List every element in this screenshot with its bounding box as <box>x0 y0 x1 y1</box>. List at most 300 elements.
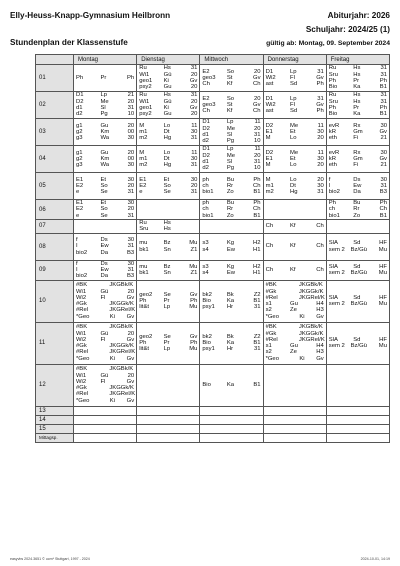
lesson-cell[interactable] <box>74 220 137 234</box>
lesson-entry <box>74 111 136 117</box>
lesson-cell[interactable] <box>137 322 200 364</box>
lesson-subject: f <box>76 260 78 267</box>
lesson-entry <box>264 189 326 195</box>
lesson-cell[interactable] <box>200 65 263 92</box>
lesson-teacher: Km <box>100 128 110 135</box>
lesson-teacher: Pg <box>226 165 235 172</box>
timetable <box>35 54 390 443</box>
lesson-teacher: Lo <box>290 176 297 183</box>
lesson-list <box>200 292 262 311</box>
lesson-cell[interactable] <box>137 173 200 200</box>
lesson-subject: evR <box>328 122 340 129</box>
lesson-room: 11 <box>254 119 261 126</box>
period-row <box>36 322 390 364</box>
lesson-teacher: Hg <box>290 189 298 196</box>
lesson-teacher: Ka <box>353 84 361 91</box>
lesson-teacher: Sd <box>353 240 361 247</box>
lesson-list <box>200 382 262 388</box>
lesson-cell[interactable] <box>263 364 326 406</box>
lesson-room: 30 <box>127 162 135 169</box>
lesson-room: Gv <box>316 101 324 108</box>
lesson-teacher: Pr <box>163 297 170 304</box>
lesson-teacher: Et <box>100 176 107 183</box>
lesson-cell[interactable] <box>326 406 389 415</box>
lesson-cell[interactable] <box>200 424 263 433</box>
lesson-teacher: Se <box>163 333 171 340</box>
timetable-header-row <box>36 55 390 65</box>
lesson-entry <box>74 398 136 404</box>
lesson-cell[interactable] <box>200 322 263 364</box>
lesson-cell[interactable] <box>137 260 200 280</box>
lesson-subject: eth <box>328 135 337 142</box>
lesson-teacher: JKGGk/K <box>109 343 134 350</box>
lesson-subject: *Geo <box>265 355 279 362</box>
lesson-subject: s4 <box>202 246 209 253</box>
lesson-teacher: Fl <box>290 101 295 108</box>
lesson-list <box>327 337 389 350</box>
lesson-cell[interactable] <box>326 173 389 200</box>
lesson-room: Ph <box>379 105 387 111</box>
lesson-teacher: Fl <box>100 336 106 343</box>
lesson-cell[interactable] <box>263 322 326 364</box>
lesson-room: 31 <box>190 92 198 99</box>
lesson-cell[interactable] <box>74 260 137 280</box>
lesson-room: 31 <box>127 212 135 219</box>
lesson-cell[interactable] <box>137 146 200 173</box>
lesson-cell[interactable] <box>263 233 326 260</box>
lesson-entry <box>200 213 262 219</box>
lesson-subject: #Rel <box>76 349 89 356</box>
lesson-cell[interactable] <box>74 364 137 406</box>
lesson-teacher: Km <box>100 155 110 162</box>
lesson-subject: d2 <box>202 165 209 172</box>
lesson-cell[interactable] <box>326 220 389 234</box>
period-label: 10 <box>36 280 74 322</box>
lesson-teacher: Ki <box>299 313 305 320</box>
lesson-cell[interactable] <box>326 424 389 433</box>
lesson-entry <box>200 247 262 253</box>
lesson-list <box>137 123 199 142</box>
lesson-room: 20 <box>190 84 198 91</box>
lesson-teacher: Sd <box>353 294 361 301</box>
lesson-cell[interactable] <box>74 92 137 119</box>
lesson-room: 31 <box>380 65 387 72</box>
lesson-cell[interactable] <box>74 173 137 200</box>
lesson-subject: geo2 <box>139 291 153 298</box>
lesson-cell[interactable] <box>137 220 200 234</box>
lesson-subject: E1 <box>265 128 273 135</box>
lesson-cell[interactable] <box>74 415 137 424</box>
lesson-cell[interactable] <box>200 173 263 200</box>
lesson-teacher: Gü <box>163 98 172 105</box>
lesson-entry <box>327 301 389 307</box>
lesson-cell[interactable] <box>74 119 137 146</box>
lesson-subject: bio2 <box>76 273 88 280</box>
lesson-room: 31 <box>190 162 198 169</box>
lesson-cell[interactable] <box>74 146 137 173</box>
lesson-teacher: So <box>100 182 108 189</box>
lesson-cell[interactable] <box>137 233 200 260</box>
lesson-teacher: JKGGk/K <box>109 385 134 392</box>
lesson-teacher: JKGBk/K <box>298 282 323 289</box>
lesson-subject: D1 <box>265 95 274 102</box>
lesson-subject: *Geo <box>76 313 90 320</box>
lesson-cell[interactable] <box>263 220 326 234</box>
lesson-teacher: Me <box>290 149 299 156</box>
lesson-subject: Sru <box>328 98 338 105</box>
lesson-teacher: Ew <box>226 270 235 277</box>
lesson-room: 20 <box>254 125 261 132</box>
lesson-room: 31 <box>317 68 324 75</box>
lesson-room: 20 <box>317 135 324 142</box>
lesson-teacher: Wa <box>100 162 110 169</box>
lesson-room: Gv <box>126 355 135 362</box>
lesson-cell[interactable] <box>263 280 326 322</box>
lesson-list <box>74 200 136 219</box>
lesson-cell[interactable] <box>326 280 389 322</box>
lesson-cell[interactable] <box>326 364 389 406</box>
lesson-subject: E2 <box>76 182 84 189</box>
lesson-room: 30 <box>190 128 198 135</box>
lesson-cell[interactable] <box>263 415 326 424</box>
lesson-room: 20 <box>127 122 135 129</box>
lesson-subject: Bio <box>328 84 338 91</box>
lesson-room: Gv <box>126 378 135 385</box>
lesson-teacher: Lo <box>290 135 297 142</box>
lesson-cell[interactable] <box>263 65 326 92</box>
lesson-subject: E1 <box>139 176 147 183</box>
lesson-cell[interactable] <box>326 322 389 364</box>
lesson-room: H3 <box>316 349 324 356</box>
lesson-teacher: Rr <box>353 206 360 213</box>
lesson-teacher: Hg <box>163 135 172 142</box>
lesson-cell[interactable] <box>200 415 263 424</box>
lesson-subject: g3 <box>76 162 83 169</box>
lesson-room: Gv <box>126 294 135 301</box>
lesson-cell[interactable] <box>200 146 263 173</box>
lesson-cell[interactable] <box>137 119 200 146</box>
lesson-cell[interactable] <box>137 280 200 322</box>
lesson-room: Ph <box>126 74 135 81</box>
period-row <box>36 220 390 234</box>
period-row <box>36 260 390 280</box>
lesson-subject: Ch <box>265 243 274 250</box>
lesson-subject: Bio <box>202 381 211 388</box>
lesson-room <box>182 226 199 232</box>
lesson-cell[interactable] <box>200 220 263 234</box>
lesson-teacher: Ds <box>100 237 108 244</box>
lesson-subject: m2 <box>265 189 274 196</box>
lesson-cell[interactable] <box>137 364 200 406</box>
lesson-teacher: Bu <box>226 200 235 207</box>
lesson-teacher: Kf <box>290 243 296 250</box>
lesson-teacher: Et <box>163 176 170 183</box>
lesson-subject: mu <box>139 263 148 270</box>
lesson-room: 31 <box>317 189 324 196</box>
lesson-room: 20 <box>254 152 261 159</box>
lesson-room: 31 <box>380 182 387 189</box>
lesson-cell[interactable] <box>200 406 263 415</box>
period-row <box>36 233 390 260</box>
lesson-teacher: Ka <box>226 339 235 346</box>
lesson-list <box>327 295 389 308</box>
lesson-teacher: Dt <box>290 182 296 189</box>
lesson-teacher: Me <box>226 152 235 159</box>
period-row <box>36 65 390 92</box>
lesson-teacher: Se <box>100 189 108 196</box>
lesson-subject: ch <box>328 206 335 213</box>
lesson-cell[interactable] <box>200 233 263 260</box>
lesson-cell[interactable] <box>137 65 200 92</box>
lesson-entry <box>200 304 262 310</box>
lesson-list <box>74 92 136 117</box>
lesson-room: Gv <box>126 336 135 343</box>
lesson-teacher: Bk <box>226 333 234 340</box>
lesson-subject: Sru <box>139 226 149 233</box>
lesson-cell[interactable] <box>263 406 326 415</box>
lesson-cell[interactable] <box>74 65 137 92</box>
lesson-subject: bio1 <box>328 212 340 219</box>
lesson-teacher: Ze <box>290 307 297 314</box>
lesson-subject: SlA <box>328 240 338 247</box>
lesson-cell[interactable] <box>200 433 263 442</box>
lesson-list <box>74 177 136 196</box>
lesson-teacher: Lp <box>100 92 107 99</box>
lesson-cell[interactable] <box>263 92 326 119</box>
lesson-room: Ph <box>190 339 198 346</box>
lesson-subject: I <box>328 182 331 189</box>
lesson-entry <box>264 162 326 168</box>
lesson-room: Ch <box>253 108 261 115</box>
lesson-subject: geo1 <box>139 105 153 111</box>
lesson-list <box>137 92 199 117</box>
lesson-cell[interactable] <box>74 200 137 220</box>
lesson-room: HF <box>379 240 387 247</box>
lesson-cell[interactable] <box>200 200 263 220</box>
lesson-list <box>327 65 389 90</box>
lesson-room: H1 <box>253 246 261 253</box>
lesson-teacher: Me <box>226 125 235 132</box>
lesson-subject: #Gk <box>76 343 87 350</box>
lesson-room: 30 <box>190 176 198 183</box>
lesson-cell[interactable] <box>137 200 200 220</box>
lesson-subject: Ru <box>139 92 147 99</box>
lesson-room: 20 <box>127 372 135 379</box>
lesson-teacher: Hs <box>353 92 361 99</box>
lesson-entry <box>264 314 326 320</box>
lesson-cell[interactable] <box>137 406 200 415</box>
lesson-cell[interactable] <box>74 280 137 322</box>
lesson-teacher: Et <box>290 155 296 162</box>
lesson-room: 31 <box>254 132 261 138</box>
period-row <box>36 119 390 146</box>
lesson-room: Gv <box>379 155 387 162</box>
lesson-cell[interactable] <box>326 146 389 173</box>
lesson-subject: s4 <box>202 270 209 277</box>
lesson-entry <box>200 189 262 195</box>
period-label: 12 <box>36 364 74 406</box>
lesson-cell[interactable] <box>137 433 200 442</box>
lesson-subject: Ch <box>202 108 210 115</box>
lesson-list <box>264 243 326 249</box>
lesson-teacher: Bz/Gü <box>350 343 367 350</box>
lesson-subject: Wi2 <box>76 378 87 385</box>
period-label: 01 <box>36 65 74 92</box>
lesson-cell[interactable] <box>263 173 326 200</box>
lesson-room: H4 <box>316 301 324 308</box>
lesson-room: 20 <box>254 68 261 75</box>
lesson-teacher: Ew <box>226 246 235 253</box>
lesson-cell[interactable] <box>326 200 389 220</box>
lesson-subject: Ph <box>139 339 147 346</box>
lesson-teacher: Gu <box>100 122 109 129</box>
lesson-cell[interactable] <box>263 200 326 220</box>
lesson-subject: E2 <box>202 95 210 102</box>
lesson-subject: D2 <box>202 152 210 159</box>
lesson-cell[interactable] <box>74 424 137 433</box>
lesson-teacher: Gü <box>100 372 109 379</box>
lesson-entry <box>74 273 136 279</box>
lesson-room: H2 <box>253 263 261 270</box>
lesson-room: 30 <box>127 176 135 183</box>
lesson-room: 11 <box>254 146 261 153</box>
lesson-teacher: Sl <box>100 105 106 111</box>
lesson-subject: m2 <box>139 162 148 169</box>
period-label: 03 <box>36 119 74 146</box>
lesson-cell[interactable] <box>263 119 326 146</box>
lesson-cell[interactable] <box>263 260 326 280</box>
lesson-teacher: So <box>163 182 171 189</box>
lesson-entry <box>327 189 389 195</box>
lesson-cell[interactable] <box>200 280 263 322</box>
lesson-entry <box>200 382 262 388</box>
lesson-list <box>200 264 262 277</box>
lesson-room: B1 <box>379 212 387 219</box>
lesson-cell[interactable] <box>74 406 137 415</box>
lesson-room: 30 <box>317 182 324 189</box>
lesson-subject: Ch <box>265 223 274 230</box>
lesson-subject: *Geo <box>265 313 279 320</box>
lesson-teacher: Ki <box>109 355 116 362</box>
lesson-subject: s1 <box>265 301 272 308</box>
lesson-teacher: Et <box>100 200 107 207</box>
lesson-teacher: Zo <box>226 189 234 196</box>
lesson-subject: Wi1 <box>76 330 87 337</box>
lesson-teacher: Hs <box>163 65 171 72</box>
lesson-teacher: Me <box>100 98 109 105</box>
lesson-teacher: Kg <box>226 263 235 270</box>
lesson-room: HF <box>379 336 387 343</box>
period-label: 04 <box>36 146 74 173</box>
lesson-cell[interactable] <box>137 92 200 119</box>
lesson-room: Gv <box>316 355 324 362</box>
lesson-cell[interactable] <box>326 119 389 146</box>
lesson-entry <box>137 346 199 352</box>
lesson-subject: ph <box>202 176 209 183</box>
footer-software: easyvbs 2024.3651 © ucm* Stuttgart, 1997 - 2024 <box>10 557 90 561</box>
lesson-room: Gv <box>316 74 324 81</box>
lesson-cell[interactable] <box>200 119 263 146</box>
lesson-room: 30 <box>127 200 135 207</box>
lesson-subject: SlA <box>328 336 338 343</box>
lesson-cell[interactable] <box>263 424 326 433</box>
lesson-subject: lit&t <box>139 346 150 353</box>
lesson-room: Ch <box>316 243 324 250</box>
lesson-room: 11 <box>191 149 198 156</box>
lesson-room: 10 <box>127 111 135 118</box>
lesson-entry <box>327 135 389 141</box>
lesson-teacher: Ka <box>226 297 235 304</box>
lesson-room: B1 <box>253 189 261 196</box>
lesson-cell[interactable] <box>200 92 263 119</box>
lesson-teacher: JKGBk/K <box>109 366 134 373</box>
lesson-cell[interactable] <box>326 92 389 119</box>
lesson-teacher: Zo <box>226 212 234 219</box>
lesson-cell[interactable] <box>200 364 263 406</box>
lesson-entry <box>327 270 389 276</box>
lesson-subject: sem 2 <box>328 343 345 350</box>
lesson-entry <box>74 162 136 168</box>
lesson-cell[interactable] <box>137 424 200 433</box>
lesson-cell[interactable] <box>326 233 389 260</box>
period-row <box>36 433 390 442</box>
lesson-cell[interactable] <box>326 415 389 424</box>
lesson-subject: D1 <box>76 92 84 99</box>
lesson-cell[interactable] <box>326 433 389 442</box>
lesson-subject: Wi1 <box>76 288 87 295</box>
lesson-subject: Ru <box>328 92 337 99</box>
lesson-subject: d1 <box>202 159 209 165</box>
lesson-teacher: Bz <box>163 263 171 270</box>
lesson-teacher: Gu <box>163 111 172 118</box>
period-row <box>36 424 390 433</box>
lesson-cell[interactable] <box>137 415 200 424</box>
lesson-teacher: Fl <box>100 294 106 301</box>
lesson-teacher: So <box>100 206 108 213</box>
lesson-room: 30 <box>317 155 324 162</box>
lesson-cell[interactable] <box>74 233 137 260</box>
lesson-room: Gv <box>189 291 198 298</box>
lesson-subject: Ph <box>76 74 84 81</box>
lesson-cell[interactable] <box>200 260 263 280</box>
lesson-cell[interactable] <box>74 433 137 442</box>
lesson-subject: evR <box>328 149 340 156</box>
lesson-room: 21 <box>127 92 135 99</box>
lesson-entry <box>200 81 262 87</box>
lesson-entry <box>327 84 389 90</box>
lesson-cell[interactable] <box>74 322 137 364</box>
lesson-subject: #BK <box>76 324 88 331</box>
lesson-teacher: Gu <box>290 343 298 350</box>
lesson-cell[interactable] <box>326 65 389 92</box>
school-name: Elly-Heuss-Knapp-Gymnasium Heilbronn <box>10 11 171 20</box>
lesson-cell[interactable] <box>263 433 326 442</box>
lesson-cell[interactable] <box>263 146 326 173</box>
lesson-entry <box>74 213 136 219</box>
lesson-subject: Wi2 <box>265 101 276 108</box>
lesson-entry <box>200 270 262 276</box>
lesson-subject: E1 <box>76 200 84 207</box>
lesson-subject: D1 <box>202 119 210 126</box>
lesson-list <box>137 65 199 90</box>
lesson-subject: g2 <box>76 155 83 162</box>
lesson-room: 20 <box>127 288 135 295</box>
lesson-subject: kR <box>328 155 336 162</box>
lesson-cell[interactable] <box>326 260 389 280</box>
period-label: 13 <box>36 406 74 415</box>
lesson-teacher: Sn <box>163 246 171 253</box>
lesson-subject: #Rel <box>265 336 278 343</box>
